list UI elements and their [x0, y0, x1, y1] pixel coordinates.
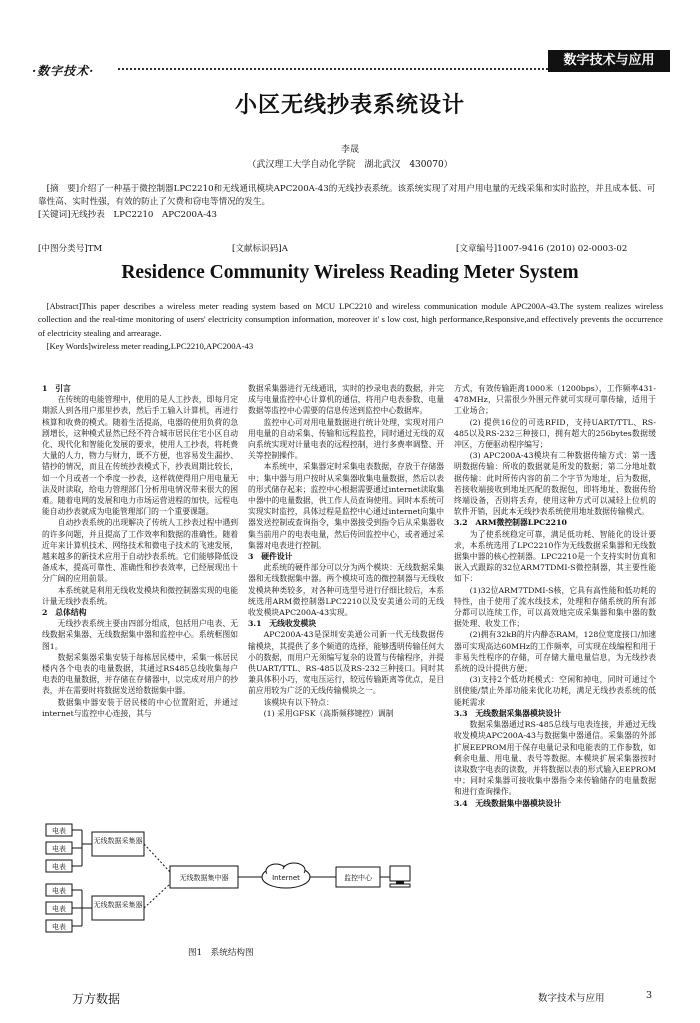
column-2 [248, 383, 444, 719]
keywords-en-label: [Key Words] [46, 341, 91, 352]
paragraph: 本系统中，采集器定时采集电表数据，存放于存储器中；集中器与用户按时从采集器收集电量数据，然后以表的形式储存起来；监控中心根据需要通过internet读取集中器中的电量数据，供工作人员查询使用。同时本系统可实现实时监控，具体过程是监控中心通过internet向集中器发送控制或查询指令，集中器接受到指令后从采集器收集当前用户的电表电量，然后传回监控中心，或者通过采集器对电表进行控制。 [248, 462, 444, 550]
meter-label: 电表 [52, 827, 66, 835]
collector-label: 无线数据采集器 [93, 901, 143, 909]
abstract-en-text [38, 300, 663, 340]
paragraph: 在传统的电能管理中，使用的是人工抄表，即每月定期派人到各用户那里抄表，然后手工输入计算机，再进行核算和收费的模式。随着生活提高，电器的使用负荷的急剧增长，这种模式显然已经不符合城市居民住宅小区自动化、现代化和智能化发展的要求，使用人工抄表，将耗费大量的人力，物力与财力，既不方便，也容易发生漏抄、错抄的情况，而且在传统抄表模式下，抄表周期比较长，如一个月或者一个季度一抄表，这样就使得用户用电量无法及时读取，给电力管理部门分析用电情况带来很大的困难。随着电网的发展和电力市场运营进程的加快，远程电能自动抄表就成为电能管理部门的一个重要课题。 [42, 395, 238, 517]
monitor-label: 监控中心 [344, 874, 372, 882]
computer-icon [390, 866, 410, 887]
abstract-en [38, 300, 663, 354]
classification-value: TM [87, 244, 103, 254]
meter-label: 电表 [52, 863, 66, 871]
paragraph: (2)拥有32kB的片内静态RAM，128位宽度接口/加速器可实现高达60MHz的工作频率，可实现在线编程和用于非易失性程序的存储，可存储大量电量信息，为无线抄表系统的设计提供方便； [454, 630, 656, 674]
author: 李晟 [340, 145, 359, 155]
article-number-value: 1007-9416 (2010) 02-0003-02 [497, 244, 628, 254]
keywords-en-value: wireless meter reading,LPC2210,APC200A-43 [90, 341, 254, 352]
paragraph: 监控中心可对用电量数据进行统计处理，实现对用户用电量的自动采集、传输和远程监控，同时通过无线的双向系统实现对计量电表的远程控制，进行多费率调整、开关等控制操作。 [248, 417, 444, 461]
paragraph: 方式，有效传输距离1000米（1200bps），工作频率431-478MHz，只需很少外围元件就可实现可靠传输，适用于工业场合； [454, 384, 656, 416]
header-rule [118, 68, 548, 70]
doc-code [232, 242, 288, 254]
abstract-cn-text [38, 183, 663, 209]
paragraph: (1) 采用GFSK（高斯频移键控）调制 [263, 708, 394, 718]
paragraph: 本系统就是利用无线收发模块和微控制器实现的电能计量无线抄表系统。 [42, 585, 238, 606]
paragraph: 数据集中器安装于居民楼的中心位置附近，并通过internet与监控中心连接，其与 [42, 697, 238, 718]
paragraph: 自动抄表系统的出现解决了传统人工抄表过程中遇到的许多问题，并且提高了工作效率和数据的准确性。随着近年来计算机技术、网络技术和微电子技术的飞速发展，越来越多的新技术应用于自动抄表系统。它们能够降低设备成本，提高可靠性、准确性和抄表效率，已经展现出十分广阔的应用前景。 [42, 518, 238, 584]
section-heading: 3.1 无线收发模块 [248, 619, 317, 629]
classification-label: [中图分类号] [38, 244, 88, 254]
meter-label: 电表 [52, 905, 66, 913]
section-heading: 3.3 无线数据采集器模块设计 [454, 708, 562, 718]
paragraph: 该模块有以下特点： [263, 697, 334, 707]
paragraph: APC200A-43是深圳安美通公司新一代无线数据传输模块，其提供了多个频道的选择，能够透明传输任何大小的数据，而用户无须编写复杂的设置与传输程序，并提供UART/TTL、RS-485以及RS-232三种接口。同时其兼具体积小巧，宽电压运行，较远传输距离等优点，是目前应用较为广泛的无线传输模块之一。 [248, 630, 444, 696]
meter-label: 电表 [52, 887, 66, 895]
meter-label: 电表 [52, 923, 66, 931]
keywords-cn [38, 209, 663, 222]
affiliation: （武汉理工大学自动化学院 湖北武汉 430070） [247, 160, 453, 170]
section-heading: 1 引言 [42, 384, 71, 393]
internet-label: Internet [272, 874, 300, 882]
footer-journal: 数字技术与应用 [538, 993, 605, 1004]
keywords-cn-label: [关键词] [38, 210, 71, 220]
paragraph: 为了使系统稳定可靠，满足低功耗、智能化的设计要求，本系统选用了LPC2210作为无线数据采集器和无线数据集中器的核心控制器。LPC2210是一个支持实时仿真和嵌入式跟踪的32位ARM7TDMI-S微控制器，其主要性能如下： [454, 529, 656, 584]
paragraph: 数据采集器采集安装于每栋居民楼中，采集一栋居民楼内各个电表的电量数据，其通过RS485总线收集每户电表的电量数据，并存储在存储器中，以完成对用户的抄表，并在需要时将数据发送给数据集中器。 [42, 652, 238, 696]
abstract-cn-body: 介绍了一种基于微控制器LPC2210和无线通讯模块APC200A-43的无线抄表系统。该系统实现了对用户用电量的无线采集和实时监控，并且成本低、可靠性高、实时性强，有效的防止了欠费和窃电等情况的发生。 [38, 184, 656, 207]
meter-group-bottom [46, 884, 72, 932]
paragraph: 数据采集器通过RS-485总线与电表连接，并通过无线收发模块APC200A-43与数据集中器通信。采集器的外部扩展EEPROM用于保存电量记录和电能表的工作参数，如剩余电量、用电量、表号等数据。本模块扩展采集器按时读取数字电表的读数，并将数据以表的形式输入EEPROM中；同时采集器可接收集中器指令来传输储存的电量数据和进行查询操作。 [454, 720, 656, 797]
keywords-cn-value: 无线抄表 LPC2210 APC200A-43 [70, 210, 218, 220]
page-title: 小区无线抄表系统设计 [234, 92, 465, 118]
page-number: 3 [646, 990, 653, 1001]
meter-label: 电表 [52, 845, 66, 853]
watermark-logo: 万方数据 [72, 992, 121, 1006]
paragraph: 此系统的硬件部分可以分为两个模块：无线数据采集器和无线数据集中器。两个模块可选的微控制器与无线收发模块种类较多，对各种可选型号进行仔细比较后，本系统选用ARM微控制器LPC2210以及安美通公司的无线收发模块APC200A-43实现。 [248, 563, 444, 618]
figure-caption: 图1 系统结构图 [188, 948, 254, 958]
section-heading: 3.4 无线数据集中器模块设计 [454, 798, 562, 808]
section-heading: 2 总体结构 [42, 608, 87, 618]
doc-code-value: A [281, 244, 288, 254]
doc-code-label: [文献标识码] [232, 244, 282, 254]
section-heading: 3 硬件设计 [248, 552, 293, 562]
column-3 [454, 383, 656, 809]
classification [38, 242, 102, 254]
column-1-intro [42, 383, 238, 719]
article-number [456, 242, 627, 254]
abstract-en-label: [Abstract] [46, 301, 82, 311]
section-label: ·数字技术· [32, 64, 95, 78]
abstract-cn-label: [摘 要] [46, 184, 80, 194]
section-heading: 3.2 ARM微控制器LPC2210 [454, 518, 567, 528]
collector-label: 无线数据采集器 [93, 837, 143, 845]
paragraph: (3)支持2个低功耗模式：空闲和掉电，同时可通过个别使能/禁止外部功能来优化功耗，满足无线抄表系统的低能耗需求 [454, 675, 656, 707]
abstract-en-body: This paper describes a wireless meter reading system based on MCU LPC2210 and wireless communication module APC200A-43.The system realizes wireless collection and the real-time monitoring of users' electricity consumption information, moreover it' s low cost, high performance,Responsive,and effectively prevents the occurrence of electricity stealing and arrearage. [38, 301, 663, 338]
paragraph: 无线抄表系统主要由四部分组成，包括用户电表、无线数据采集器、无线数据集中器和监控中心。系统框图如图1。 [42, 619, 238, 651]
concentrator-label: 无线数据集中器 [179, 874, 229, 882]
journal-badge: 数字技术与应用 [548, 50, 670, 72]
abstract-cn [38, 183, 663, 222]
article-number-label: [文章编号] [456, 244, 498, 254]
keywords-en [38, 340, 663, 353]
paragraph: (1)32位ARM7TDMI-S核，它具有高性能和低功耗的特性，由于使用了流水线技术，处理和存储系统的所有部分都可以连续工作，可以高效地完成采集器和集中器的数据处理、收发工作； [454, 585, 656, 629]
paragraph: (2) 提供16位的可选RFID，支持UART/TTL、RS-485以及RS-232三种接口，拥有超大的256bytes数据缓冲区，方便驱动程序编写； [454, 417, 656, 450]
system-diagram [40, 822, 455, 940]
paragraph: 数据采集器进行无线通讯，实时的抄录电表的数据，并完成与电量监控中心计算机的通信，将用户电表参数、电量数据等监控中心需要的信息传送到监控中心数据库。 [248, 384, 444, 416]
title-en: Residence Community Wireless Reading Meter System [121, 262, 579, 283]
meter-group-top [46, 824, 72, 872]
paragraph: (3) APC200A-43模块有二种数据传输方式：第一透明数据传输：所收的数据就是所发的数据；第二分地址数据传输：此时所传内容的前二个字节为地址，后为数据，若接收端接收到地址匹配的数据包，即将地址、数据传给终端设备，否则将丢弃，使用这种方式可以减轻上位机的软件开销，因此本无线抄表系统使用地址数据传输模式。 [454, 451, 656, 517]
